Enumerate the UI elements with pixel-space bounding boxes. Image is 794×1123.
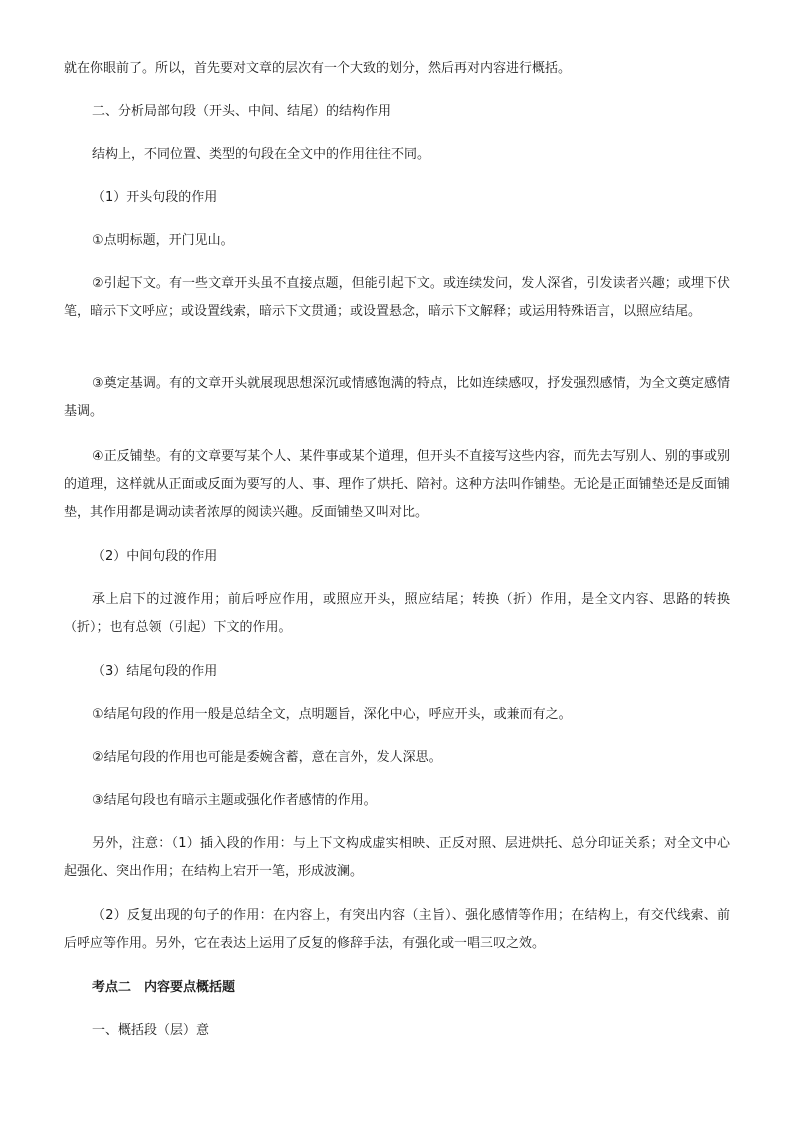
list-item-opening-2: ②引起下文。有一些文章开头虽不直接点题，但能引起下文。或连续发问，发人深省，引发读者兴趣；或埋下伏笔，暗示下文呼应；或设置线索，暗示下文贯通；或设置悬念，暗示下文解释；或运用特殊语言，以照应结尾。 [64, 276, 730, 319]
paragraph-structure-intro: 结构上，不同位置、类型的句段在全文中的作用往往不同。 [92, 147, 431, 162]
section-heading-summary: 一、概括段（层）意 [92, 1023, 210, 1038]
list-item-opening-3: ③奠定基调。有的文章开头就展现思想深沉或情感饱满的特点，比如连续感叹，抒发强烈感情，为全文奠定感情基调。 [64, 376, 730, 419]
paragraph-note-repeat: （2）反复出现的句子的作用：在内容上，有突出内容（主旨）、强化感情等作用；在结构上，有交代线索、前后呼应等作用。另外，它在表达上运用了反复的修辞手法，有强化或一唱三叹之效。 [64, 908, 730, 951]
paragraph-continuation: 就在你眼前了。所以，首先要对文章的层次有一个大致的划分，然后再对内容进行概括。 [64, 61, 572, 76]
list-item-opening-1: ①点明标题，开门见山。 [92, 233, 234, 248]
section-heading-exam-point-2: 考点二 内容要点概括题 [92, 980, 236, 995]
subheading-opening: （1）开头句段的作用 [92, 190, 218, 205]
paragraph-middle-function: 承上启下的过渡作用；前后呼应作用，或照应开头，照应结尾；转换（折）作用，是全文内容、思路的转换（折）；也有总领（引起）下文的作用。 [64, 592, 730, 635]
list-item-ending-1: ①结尾句段的作用一般是总结全文，点明题旨，深化中心，呼应开头，或兼而有之。 [92, 707, 572, 722]
list-item-opening-4: ④正反铺垫。有的文章要写某个人、某件事或某个道理，但开头不直接写这些内容，而先去写别人、别的事或别的道理，这样就从正面或反面为要写的人、事、理作了烘托、陪衬。这种方法叫作铺垫。无论是正面铺垫还是反面铺垫，其作用都是调动读者浓厚的阅读兴趣。反面铺垫又叫对比。 [64, 449, 730, 520]
subheading-middle: （2）中间句段的作用 [92, 549, 218, 564]
list-item-ending-3: ③结尾句段也有暗示主题或强化作者感情的作用。 [92, 793, 377, 808]
subheading-ending: （3）结尾句段的作用 [92, 664, 218, 679]
paragraph-note-insert: 另外，注意：（1）插入段的作用：与上下文构成虚实相映、正反对照、层进烘托、总分印证关系；对全文中心起强化、突出作用；在结构上宕开一笔，形成波澜。 [64, 836, 730, 879]
section-heading-structure: 二、分析局部句段（开头、中间、结尾）的结构作用 [92, 104, 392, 119]
list-item-ending-2: ②结尾句段的作用也可能是委婉含蓄，意在言外，发人深思。 [92, 750, 442, 765]
